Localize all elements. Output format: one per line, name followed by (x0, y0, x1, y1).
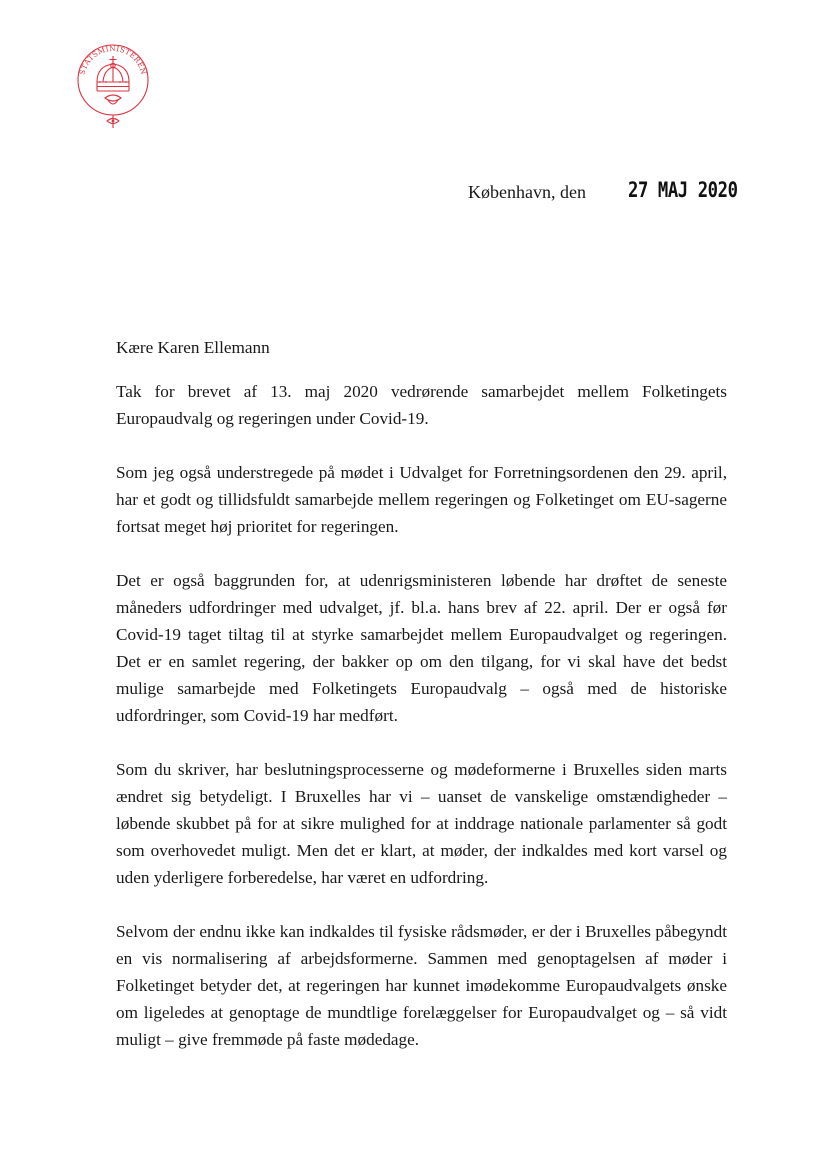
place-and-date-label: København, den (468, 182, 586, 202)
date-stamp: 27 MAJ 2020 (628, 178, 738, 202)
salutation: Kære Karen Ellemann (116, 338, 270, 357)
paragraph-2: Som jeg også understregede på mødet i Udvalget for Forretningsordenen den 29. april, har et godt og tillidsfuldt samarbejde mellem regeringen og Folketinget om EU-sagerne fortsat meget høj prioritet for regeringen. (116, 463, 727, 536)
paragraph-4: Som du skriver, har beslutningsprocesserne og mødeformerne i Bruxelles siden marts ændret sig betydeligt. I Bruxelles har vi – uanset de vanskelige omstændigheder – løbende skubbet på for at sikre mulighed for at inddrage nationale parlamenter så godt som overhovedet muligt. Men det er klart, at møder, der indkaldes med kort varsel og uden yderligere forberedelse, har været en udfordring. (116, 760, 727, 887)
dateline (468, 178, 768, 208)
paragraph-1: Tak for brevet af 13. maj 2020 vedrørende samarbejdet mellem Folketingets Europaudvalg og regeringen under Covid-19. (116, 382, 727, 428)
royal-crown-seal-icon (72, 38, 154, 134)
paragraph-3: Det er også baggrunden for, at udenrigsministeren løbende har drøftet de seneste måneders udfordringer med udvalget, jf. bl.a. hans brev af 22. april. Der er også før Covid-19 taget tiltag til at styrke samarbejdet mellem Europaudvalget og regeringen. Det er en samlet regering, der bakker op om den tilgang, for vi skal have det bedst mulige samarbejde med Folketingets Europaudvalg – også med de historiske udfordringer, som Covid-19 har medført. (116, 571, 727, 725)
letter-body (116, 334, 727, 1080)
svg-text:STATSMINISTEREN: STATSMINISTEREN (77, 43, 149, 76)
paragraph-5: Selvom der endnu ikke kan indkaldes til fysiske rådsmøder, er der i Bruxelles påbegyndt en vis normalisering af arbejdsformerne. Sammen med genoptagelsen af møder i Folketinget betyder det, at regeringen har kunnet imødekomme Europaudvalgets ønske om ligeledes at genoptage de mundtlige forelæggelser for Europaudvalget og – så vidt muligt – give fremmøde på faste mødedage. (116, 922, 727, 1049)
